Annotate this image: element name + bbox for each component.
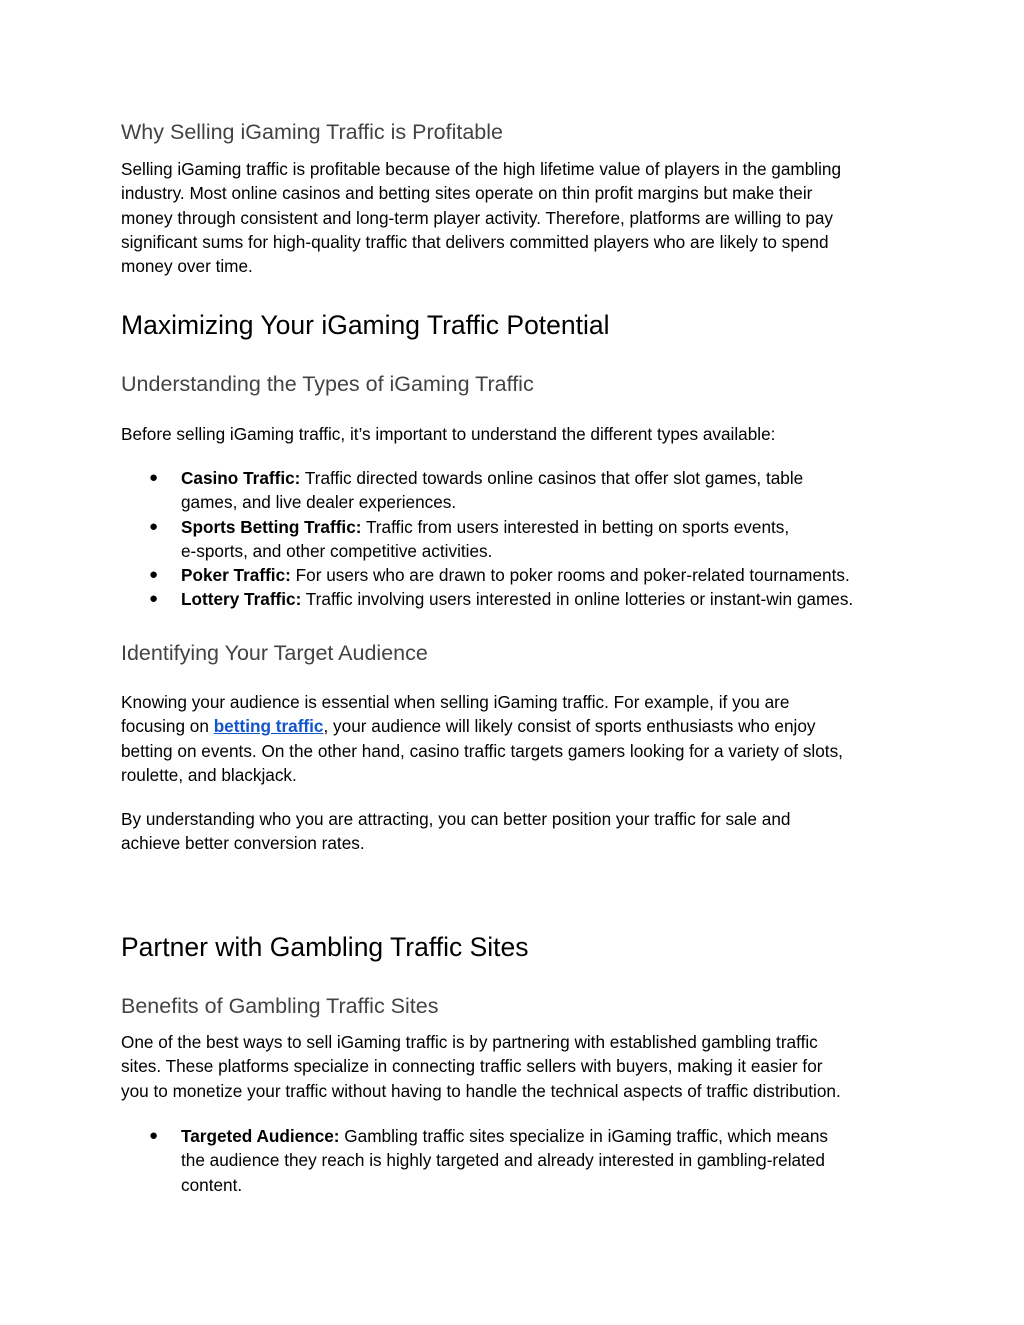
text-line: money through consistent and long-term player activity. Therefore, platforms are willing to pay [121, 207, 834, 228]
traffic-types-list [121, 466, 911, 612]
list-item-label: Sports Betting Traffic: [181, 516, 362, 537]
bullet-icon: ● [149, 469, 159, 486]
list-item-text: Traffic directed towards online casinos that offer slot games, table [300, 468, 804, 488]
text-line: Knowing your audience is essential when selling iGaming traffic. For example, if you are [121, 692, 790, 712]
list-item-text: the audience they reach is highly targeted and already interested in gambling-related [181, 1150, 825, 1171]
text-line: Selling iGaming traffic is profitable because of the high lifetime value of players in the gambling [121, 159, 842, 179]
list-item-text: Gambling traffic sites specialize in iGaming traffic, which means [339, 1126, 828, 1146]
list-item-targeted-audience [121, 1124, 911, 1197]
text-segment: , your audience will likely consist of sports enthusiasts who enjoy [323, 716, 816, 737]
text-line: significant sums for high-quality traffic that delivers committed players who are likely to spend [121, 231, 829, 252]
text-line: money over time. [121, 256, 253, 277]
bullet-icon: ● [149, 1127, 159, 1144]
bullet-icon: ● [149, 566, 159, 584]
list-item-poker [121, 563, 911, 587]
text-line: industry. Most online casinos and betting sites operate on thin profit margins but make their [121, 183, 813, 204]
list-item-label: Casino Traffic: [181, 468, 301, 488]
list-item-text: For users who are drawn to poker rooms and poker-related tournaments. [290, 565, 850, 586]
text-segment: focusing on [121, 716, 214, 737]
bullet-icon: ● [149, 517, 159, 535]
heading-why-profitable: Why Selling iGaming Traffic is Profitable [121, 120, 503, 144]
heading-benefits: Benefits of Gambling Traffic Sites [121, 994, 439, 1018]
text-line: Before selling iGaming traffic, it’s important to understand the different types available: [121, 424, 776, 444]
list-item-text: games, and live dealer experiences. [181, 492, 457, 513]
text-line: By understanding who you are attracting, you can better position your traffic for sale and [121, 809, 791, 829]
list-item-label: Targeted Audience: [181, 1126, 340, 1146]
list-item-text: content. [181, 1174, 243, 1195]
text-line: achieve better conversion rates. [121, 833, 365, 854]
paragraph-audience-positioning [121, 807, 911, 856]
heading-types: Understanding the Types of iGaming Traffic [121, 372, 534, 396]
bullet-icon: ● [149, 590, 159, 608]
betting-traffic-link[interactable]: betting traffic [213, 716, 324, 737]
heading-target-audience: Identifying Your Target Audience [121, 641, 428, 665]
list-item-sports-betting [121, 515, 911, 564]
benefits-list [121, 1124, 911, 1197]
text-line: betting on events. On the other hand, casino traffic targets gamers looking for a variety of slots, [121, 740, 843, 761]
text-line: you to monetize your traffic without having to handle the technical aspects of traffic distribution. [121, 1080, 841, 1101]
text-line: roulette, and blackjack. [121, 764, 297, 785]
list-item-lottery [121, 587, 911, 611]
text-line: One of the best ways to sell iGaming traffic is by partnering with established gambling traffic [121, 1032, 818, 1052]
list-item-text: e-sports, and other competitive activities. [181, 540, 493, 561]
text-line: sites. These platforms specialize in connecting traffic sellers with buyers, making it easier for [121, 1056, 823, 1077]
list-item-text: Traffic involving users interested in online lotteries or instant-win games. [301, 589, 854, 610]
heading-maximizing: Maximizing Your iGaming Traffic Potential [121, 310, 610, 340]
list-item-casino [121, 466, 911, 515]
paragraph-benefits [121, 1030, 911, 1103]
list-item-label: Lottery Traffic: [181, 589, 302, 610]
paragraph-types-intro [121, 422, 911, 446]
paragraph-audience [121, 690, 911, 787]
list-item-label: Poker Traffic: [181, 565, 291, 586]
heading-partner: Partner with Gambling Traffic Sites [121, 932, 529, 962]
list-item-text: Traffic from users interested in betting on sports events, [361, 516, 790, 537]
paragraph-profitable [121, 157, 911, 278]
